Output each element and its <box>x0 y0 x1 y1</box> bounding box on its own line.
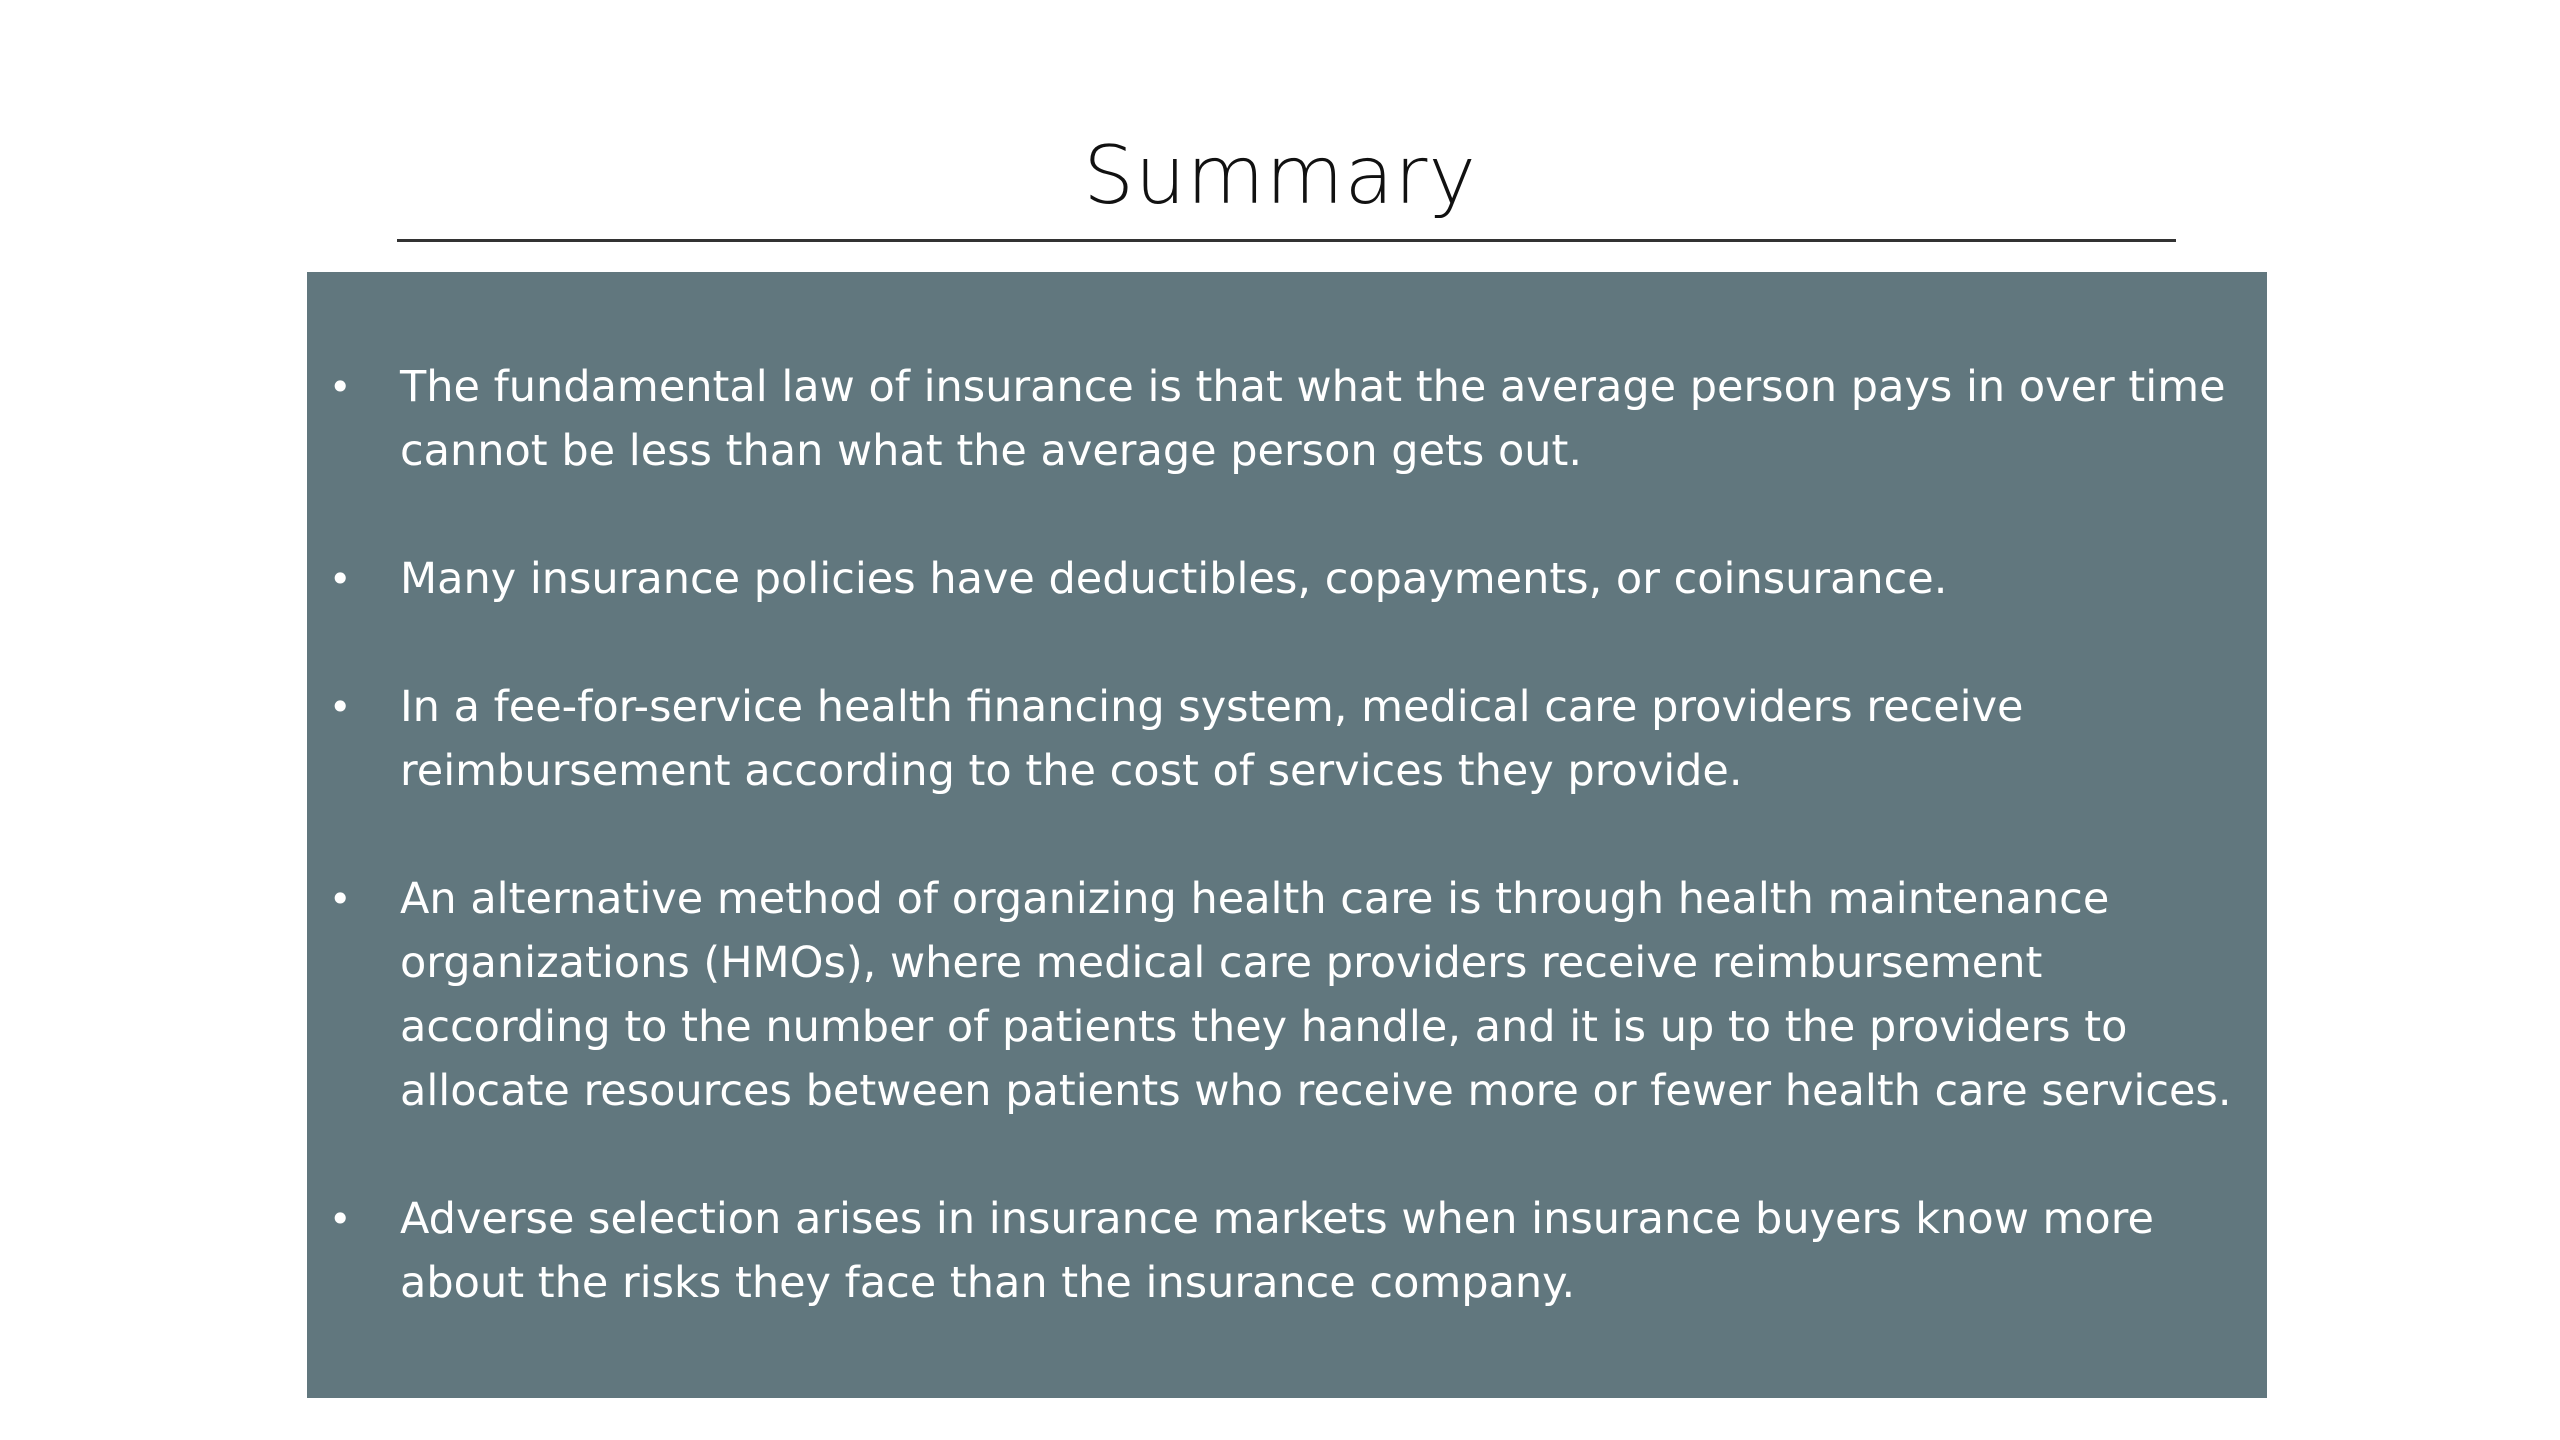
bullet-text: Adverse selection arises in insurance markets when insurance buyers know more about the risks they face than the insurance company. <box>400 1194 2154 1308</box>
bullet-text: The fundamental law of insurance is that what the average person pays in over time cannot be less than what the average person gets out. <box>400 362 2226 476</box>
bullet-icon: • <box>329 877 352 921</box>
bullet-text: Many insurance policies have deductibles, copayments, or coinsurance. <box>400 554 1948 604</box>
bullet-item <box>307 1187 2267 1315</box>
bullet-item <box>307 867 2267 1123</box>
slide-title: Summary <box>1083 128 1477 222</box>
bullet-text: In a fee-for-service health financing system, medical care providers receive reimbursement according to the cost of services they provide. <box>400 682 2024 796</box>
bullet-text: An alternative method of organizing health care is through health maintenance organizations (HMOs), where medical care providers receive reimbursement according to the number of patients they handle, and it is up to the providers to allocate resources between patients who receive more or fewer health care services. <box>400 874 2232 1116</box>
bullet-item <box>307 547 2267 611</box>
summary-box <box>307 272 2267 1398</box>
bullet-icon: • <box>329 365 352 409</box>
bullet-item <box>307 675 2267 803</box>
bullet-icon: • <box>329 685 352 729</box>
bullet-icon: • <box>329 1197 352 1241</box>
bullet-item <box>307 355 2267 483</box>
bullet-icon: • <box>329 557 352 601</box>
summary-bullet-list <box>307 355 2267 1379</box>
title-divider <box>397 239 2176 242</box>
